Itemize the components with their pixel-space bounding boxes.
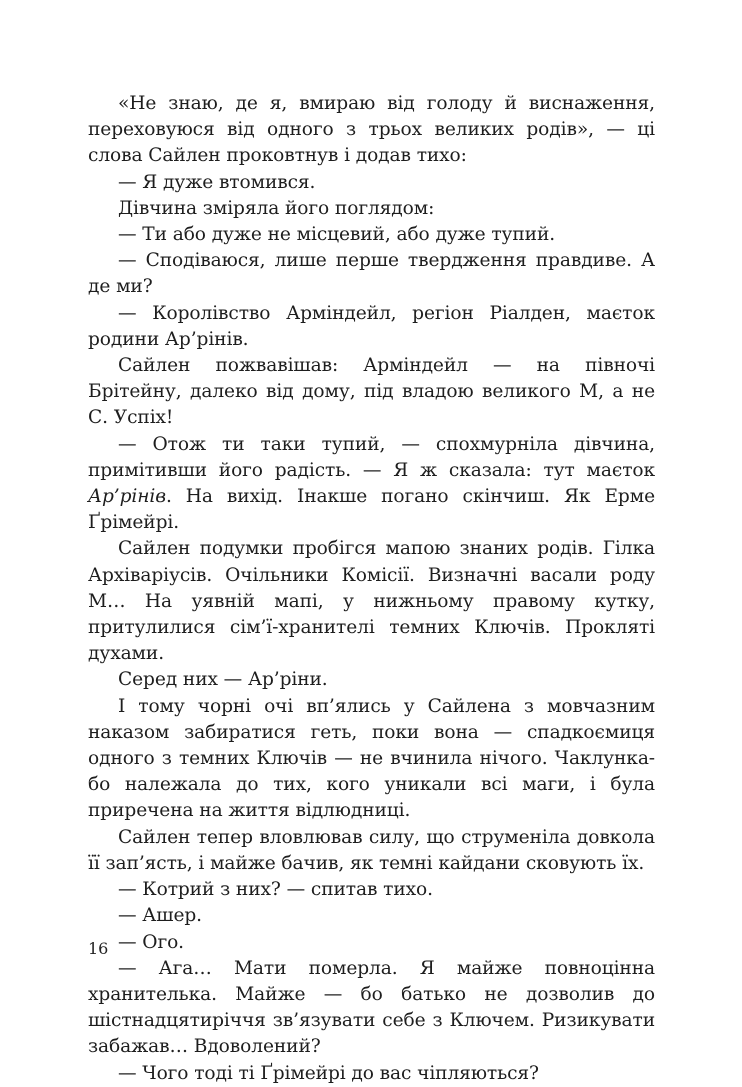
page-number: 16	[88, 939, 109, 958]
paragraph: «Не знаю, де я, вмираю від голоду й виснаження, переховуюся від одного з трьох великих родів», — ці слова Сайлен проковтнув і додав тихо:	[88, 93, 655, 167]
paragraph-text: . На вихід. Інакше погано скінчиш. Як Ерме Ґрімейрі.	[88, 486, 655, 534]
paragraph: Дівчина зміряла його поглядом:	[118, 197, 435, 219]
paragraph: — Ти або дуже не місцевий, або дуже тупий.	[118, 224, 556, 246]
paragraph: Сайлен подумки пробігся мапою знаних родів. Гілка Архіваріусів. Очільники Комісії. Визначні васали роду М… На уявній мапі, у нижньому правому кутку, притулилися сім’ї-хранителі темних Ключів. Прокляті духами.	[88, 538, 655, 665]
paragraph: І тому чорні очі вп’ялись у Сайлена з мовчазним наказом забиратися геть, поки вона — спадкоємиця одного з темних Ключів — не вчинила нічого. Чаклунка-бо належала до тих, кого уникали всі маги, і була приречена на життя відлюдниці.	[88, 695, 655, 822]
paragraph: Сайлен пожвавішав: Арміндейл — на півночі Брітейну, далеко від дому, під владою великого М, а не С. Успіх!	[88, 355, 655, 429]
paragraph-text: — Отож ти таки тупий, — спохмурніла дівчина, примітивши його радість. — Я ж сказала: тут маєток	[88, 433, 655, 481]
paragraph: — Чого тоді ті Ґрімейрі до вас чіпляються?	[118, 1062, 539, 1084]
paragraph: — Королівство Арміндейл, регіон Ріалден, маєток родини Ар’рінів.	[88, 302, 655, 350]
paragraph	[88, 432, 655, 537]
paragraph: — Сподіваюся, лише перше твердження правдиве. А де ми?	[88, 250, 655, 298]
paragraph: — Ого.	[118, 931, 184, 953]
paragraph: — Я дуже втомився.	[118, 171, 316, 193]
paragraph: Серед них — Ар’ріни.	[118, 669, 328, 691]
paragraph: — Котрий з них? — спитав тихо.	[118, 879, 433, 901]
paragraph: — Ага… Мати померла. Я майже повноцінна хранителька. Майже — бо батько не дозволив до шістнадцятиріччя зв’язувати себе з Ключем. Ризикувати забажав… Вдоволений?	[88, 957, 655, 1058]
paragraph: — Ашер.	[118, 905, 202, 927]
body-text	[88, 91, 655, 1087]
paragraph: Сайлен тепер вловлював силу, що струменіла довкола її зап’ясть, і майже бачив, як темні кайдани сковують їх.	[88, 826, 655, 874]
italic-name: Ар’рінів	[88, 486, 166, 508]
